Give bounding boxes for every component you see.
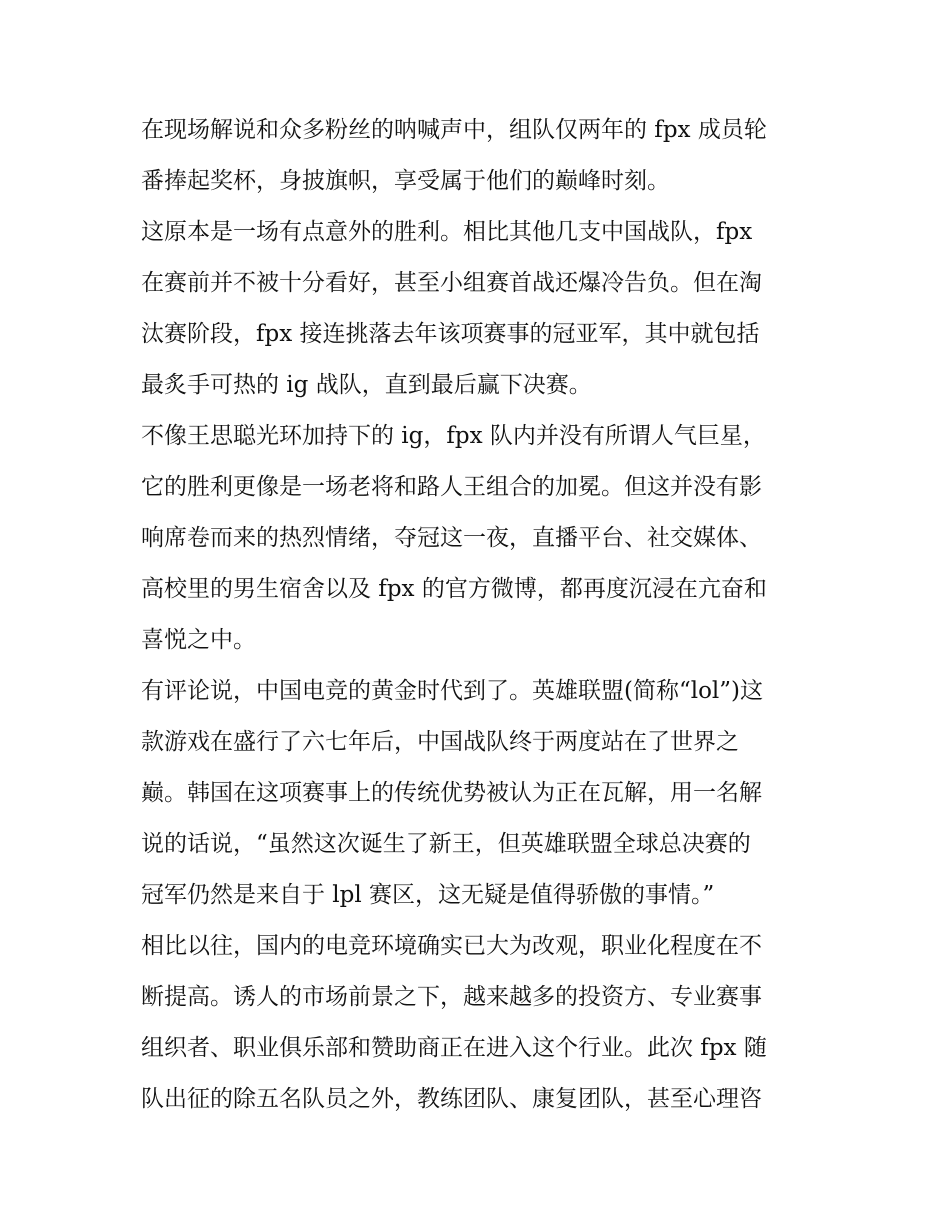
text-line: 巅。韩国在这项赛事上的传统优势被认为正在瓦解，用一名解 — [141, 780, 762, 806]
text-line: 响席卷而来的热烈情绪，夺冠这一夜，直播平台、社交媒体、 — [141, 525, 762, 551]
text-line: 断提高。诱人的市场前景之下，越来越多的投资方、专业赛事 — [141, 984, 762, 1010]
text-line: 款游戏在盛行了六七年后，中国战队终于两度站在了世界之 — [141, 729, 739, 755]
text-line: 组织者、职业俱乐部和赞助商正在进入这个行业。此次 fpx 随 — [141, 1035, 767, 1061]
text-line: 这原本是一场有点意外的胜利。相比其他几支中国战队，fpx — [141, 219, 753, 245]
text-line: 高校里的男生宿舍以及 fpx 的官方微博，都再度沉浸在亢奋和 — [141, 576, 767, 602]
text-line: 说的话说，“虽然这次诞生了新王，但英雄联盟全球总决赛的 — [141, 831, 751, 857]
text-line: 不像王思聪光环加持下的 ig，fpx 队内并没有所谓人气巨星， — [141, 423, 766, 449]
text-line: 在现场解说和众多粉丝的呐喊声中，组队仅两年的 fpx 成员轮 — [141, 117, 767, 143]
text-line: 番捧起奖杯，身披旗帜，享受属于他们的巅峰时刻。 — [141, 168, 670, 194]
text-line: 最炙手可热的 ig 战队，直到最后赢下决赛。 — [141, 372, 592, 398]
text-line: 在赛前并不被十分看好，甚至小组赛首战还爆冷告负。但在淘 — [141, 270, 762, 296]
text-line: 汰赛阶段，fpx 接连挑落去年该项赛事的冠亚军，其中就包括 — [141, 321, 760, 347]
text-line: 喜悦之中。 — [141, 627, 256, 653]
document-body — [141, 111, 811, 1131]
text-line: 队出征的除五名队员之外，教练团队、康复团队，甚至心理咨 — [141, 1086, 762, 1112]
text-line: 它的胜利更像是一场老将和路人王组合的加冕。但这并没有影 — [141, 474, 762, 500]
text-line: 冠军仍然是来自于 lpl 赛区，这无疑是值得骄傲的事情。” — [141, 882, 715, 908]
text-line: 有评论说，中国电竞的黄金时代到了。英雄联盟(简称“lol”)这 — [141, 678, 764, 704]
text-line: 相比以往，国内的电竞环境确实已大为改观，职业化程度在不 — [141, 933, 762, 959]
